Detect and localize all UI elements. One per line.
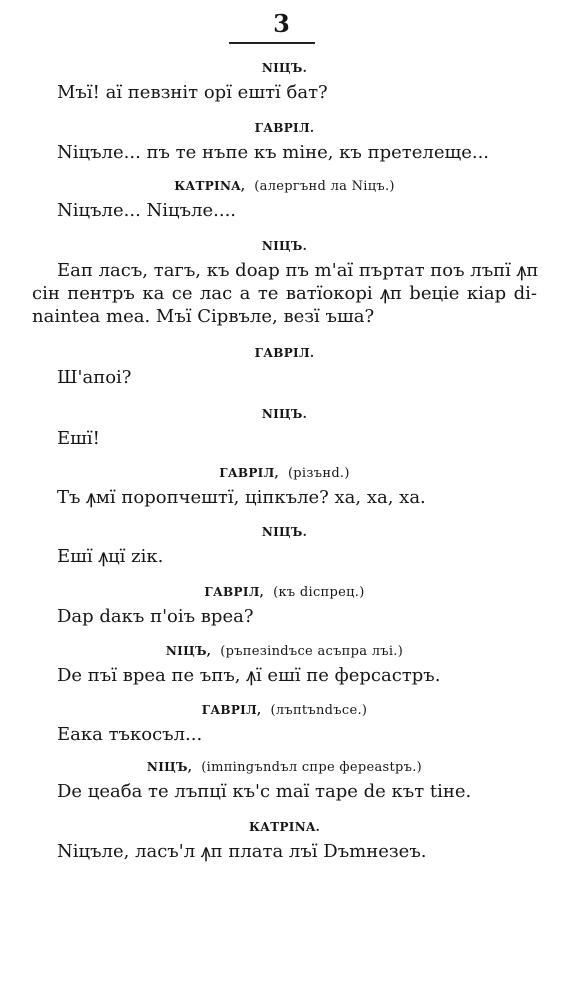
dialogue-block	[32, 120, 537, 164]
speaker-name: ГАВРIЛ,	[204, 585, 265, 599]
dialogue-block	[32, 238, 537, 328]
speaker-heading	[32, 465, 537, 481]
speaker-heading	[32, 406, 537, 422]
stage-direction: (лъпtъndъсе.)	[270, 703, 368, 718]
dialogue-block	[32, 60, 537, 104]
speech	[32, 780, 537, 803]
speech-line: Ш'апоі?	[57, 367, 132, 388]
speaker-name: NIЦЪ.	[261, 239, 308, 253]
speech-line: Мъї! аї певзніт орї ештї бат?	[57, 82, 328, 103]
speaker-heading	[32, 60, 537, 76]
dialogue-block	[32, 584, 537, 628]
stage-direction: (іmпіngъndъл спре ферeastръ.)	[201, 760, 423, 775]
speech	[32, 723, 537, 746]
dialogue-block	[32, 345, 537, 389]
speech-line: Тъ ꙟмї поропчештї, ціпкъле? ха, ха, ха.	[57, 487, 426, 508]
dialogue-block	[32, 178, 537, 222]
speaker-name: ГАВРIЛ.	[254, 121, 315, 135]
speech	[32, 664, 537, 687]
dialogue-block	[32, 465, 537, 509]
speaker-name: КАТРINA,	[174, 179, 246, 193]
speaker-name: NIЦЪ.	[261, 525, 308, 539]
dialogue-block	[32, 759, 537, 803]
speech-line: Ешї ꙟцї zік.	[57, 546, 164, 567]
speaker-heading	[32, 759, 537, 775]
speaker-heading	[32, 584, 537, 600]
speech-line: Nіцъле... пъ те нъпе къ mіне, къ претелеще...	[57, 142, 490, 163]
speech-line: Nіцъле, ласъ'л ꙟп плата лъї Dъmнезеъ.	[57, 841, 427, 862]
speaker-heading	[32, 178, 537, 194]
speech-line: Еап ласъ, тагъ, къ doap пъ m'аї пъртат поъ лъпї ꙟп	[57, 260, 539, 281]
page-number: 3	[273, 9, 290, 38]
speaker-name: КАТРINA.	[248, 820, 321, 834]
speaker-heading	[32, 702, 537, 718]
speech-line: Dар dакъ п'оіъ вреа?	[57, 606, 254, 627]
speech-line: Еака тъкосъл...	[57, 724, 203, 745]
header-rule	[229, 42, 315, 44]
speech	[32, 141, 537, 164]
speaker-name: NIЦЪ,	[146, 760, 193, 774]
speaker-name: NIЦЪ.	[261, 407, 308, 421]
speaker-name: ГАВРIЛ,	[201, 703, 262, 717]
speech	[32, 81, 537, 104]
speaker-name: ГАВРIЛ.	[254, 346, 315, 360]
speech	[32, 605, 537, 628]
speaker-heading	[32, 345, 537, 361]
speaker-heading	[32, 120, 537, 136]
stage-direction: (алергънd ла Nіцъ.)	[254, 179, 395, 194]
speaker-heading	[32, 524, 537, 540]
dialogue-block	[32, 524, 537, 568]
speech-line: De пъї вреа пе ъпъ, ꙟї ешї пе ферсастръ.	[57, 665, 441, 686]
speaker-heading	[32, 819, 537, 835]
speaker-name: NIЦЪ.	[261, 61, 308, 75]
speaker-heading	[32, 238, 537, 254]
speech	[32, 486, 537, 509]
dialogue-block	[32, 406, 537, 450]
dialogue-block	[32, 819, 537, 863]
speaker-name: ГАВРIЛ,	[219, 466, 279, 480]
stage-direction: (ръпезіndъсе асъпра лъі.)	[220, 644, 404, 659]
speech	[32, 427, 537, 450]
play-text	[32, 60, 537, 863]
speech-line: Ешї!	[57, 428, 100, 449]
speaker-heading	[32, 643, 537, 659]
speech-line: naintea mea. Мъї Сірвъле, вeзї ъша?	[32, 306, 375, 327]
speech	[32, 840, 537, 863]
speech	[32, 366, 537, 389]
speech-line: Nіцъле... Nіцъле....	[57, 200, 237, 221]
stage-direction: (pізънd.)	[287, 466, 350, 481]
dialogue-block	[32, 702, 537, 746]
speaker-name: NIЦЪ,	[165, 644, 212, 658]
speech	[32, 545, 537, 568]
speech	[32, 259, 537, 328]
speech-line: De цеаба те лъпцї къ'с maї таре de кът tіне.	[57, 781, 472, 802]
stage-direction: (къ dіспрец.)	[273, 585, 365, 600]
dialogue-block	[32, 643, 537, 687]
speech	[32, 199, 537, 222]
speech-line: cін пентръ ка се лас а те ватїокорі ꙟп beціе кіар di-	[32, 283, 537, 304]
